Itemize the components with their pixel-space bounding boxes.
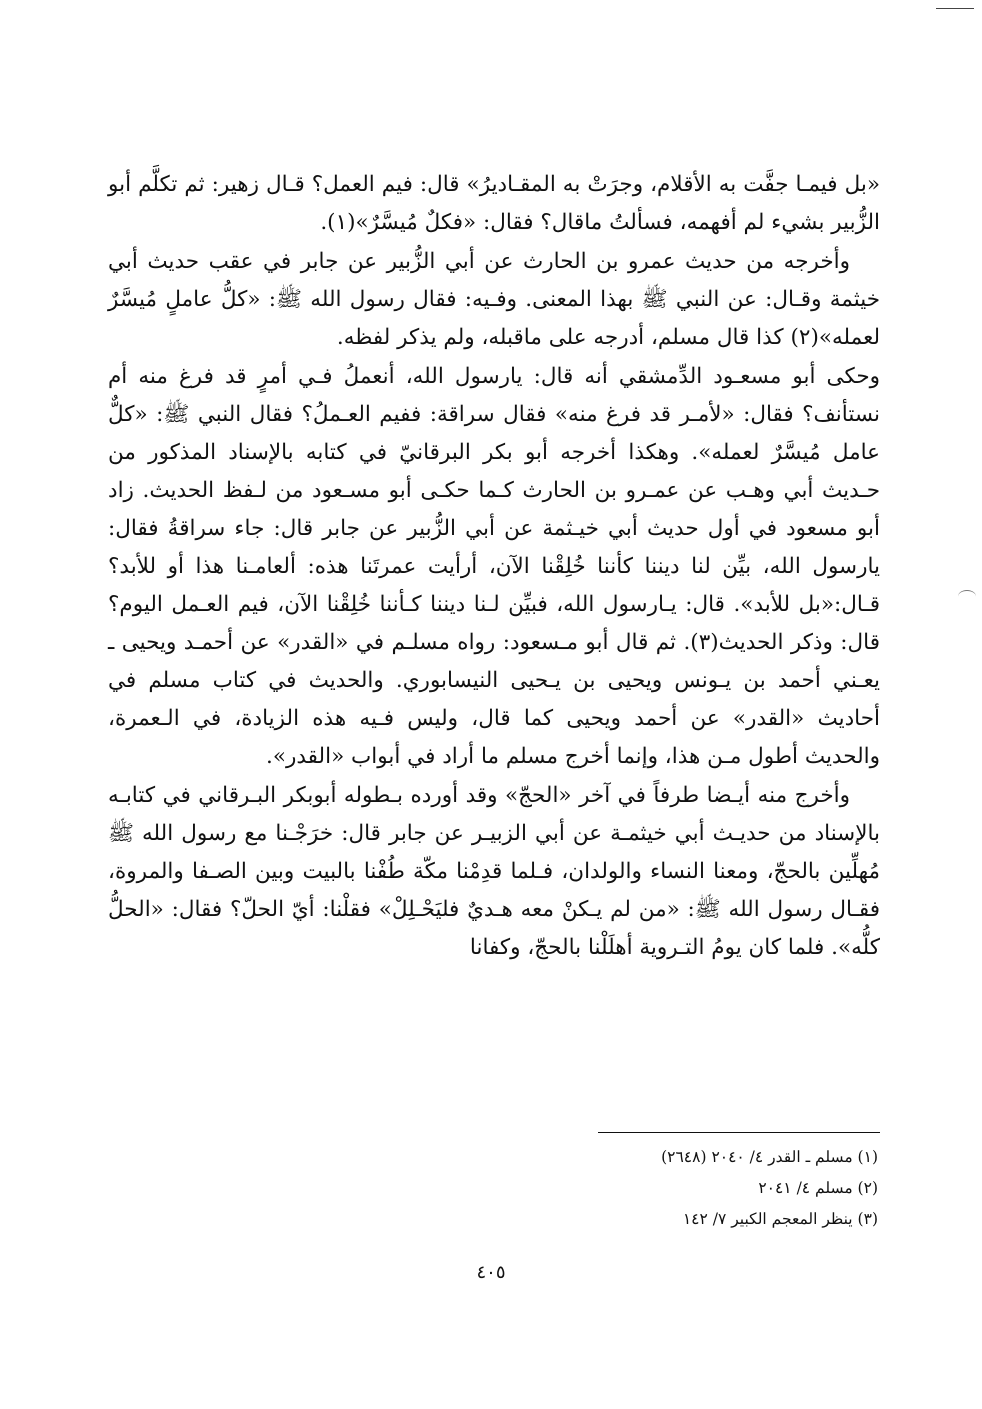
footnote-separator [598, 1132, 880, 1133]
paragraph-1: «بل فيمـا جفَّت به الأقلام، وجرَتْ به المقـاديرُ» قال: فيم العمل؟ قـال زهير: ثم تكلَّم أبو الزُّبير بشيء لم أفهمه، فسألتُ ماقال؟ فقال: «فكلٌ مُيسَّرٌ»(١). [108, 172, 880, 235]
footnotes [318, 1142, 878, 1235]
main-text [108, 166, 880, 967]
margin-mark [958, 590, 976, 603]
paragraph-2: وأخرجه من حديث عمرو بن الحارث عن أبي الزُّبير عن جابر في عقب حديث أبي خيثمة وقـال: عن النبي ﷺ بهذا المعنى. وفـيه: فقال رسول الله ﷺ: «كلُّ عاملٍ مُيسَّرٌ لعمله»(٢) كذا قال مسلم، أدرجه على ماقبله، ولم يذكر لفظه. [108, 249, 880, 350]
footnote-3: (٣) ينظر المعجم الكبير ٧/ ١٤٢ [682, 1210, 878, 1228]
paragraph-3: وحكى أبو مسعـود الدِّمشقي أنه قال: يارسول الله، أنعملُ فـي أمرٍ قد فرغ منه أم نستأنف؟ فقال: «لأمـر قد فرغ منه» فقال سراقة: ففيم العـملُ؟ فقال النبي ﷺ: «كلٌّ عامل مُيسَّرٌ لعمله». وهكذا أخرجه أبو بكر البرقانيّ في كتابه بالإسناد المذكور من حـديث أبي وهـب عن عمـرو بن الحارث كـما حكـى أبو مسـعود من لـفظ الحديث. زاد أبو مسعود في أول حديث أبي خيـثمة عن أبي الزُّبير عن جابر قال: جاء سراقةُ فقال: يارسول الله، بيِّن لنا ديننا كأننا خُلِقْنا الآن، أرأيت عمرتَنا هذه: ألعامـنا هذا أو للأبد؟ قـال:«بل للأبد». قال: يـارسول الله، فبيِّن لـنا ديننا كـأننا خُلِقْنا الآن، فيم العـمل اليوم؟ قال: وذكر الحديث(٣). ثم قال أبو مـسعود: رواه مسلـم في «القدر» عن أحمـد ويحيى ـ يعـني أحمد بن يـونس ويحيى بن يـحيى النيسابوري. والحديث في كتاب مسلم في أحاديث «القدر» عن أحمد ويحيى كما قال، وليس فـيه هذه الزيادة، في الـعمرة، والحديث أطول مـن هذا، وإنما أخرج مسلم ما أراد في أبواب «القدر». [108, 364, 880, 769]
footnote-1: (١) مسلم ـ القدر ٤/ ٢٠٤٠ (٢٦٤٨) [661, 1148, 878, 1166]
top-corner-rule [936, 8, 974, 9]
footnote-2: (٢) مسلم ٤/ ٢٠٤١ [758, 1179, 878, 1197]
page-number: ٤٠٥ [476, 1262, 506, 1283]
paragraph-4: وأخرج منه أيـضا طرفاً في آخر «الحجّ» وقد أورده بـطوله أبوبكر البـرقاني في كتابـه بالإسناد من حديـث أبي خيثمـة عن أبي الزبيـر عن جابر قال: خرَجْـنا مع رسول الله ﷺ مُهلِّين بالحجّ، ومعنا النساء والولدان، فـلما قدِمْنا مكّة طُفْنا بالبيت وبين الصـفا والمروة، فقـال رسول الله ﷺ: «من لم يـكنْ معه هـديٌ فليَحْـلِلْ» فقلْنا: أيّ الحلّ؟ فقال: «الحلُّ كلُّه». فلما كان يومُ التـروية أهلَلْنا بالحجّ، وكفانا [108, 783, 880, 960]
